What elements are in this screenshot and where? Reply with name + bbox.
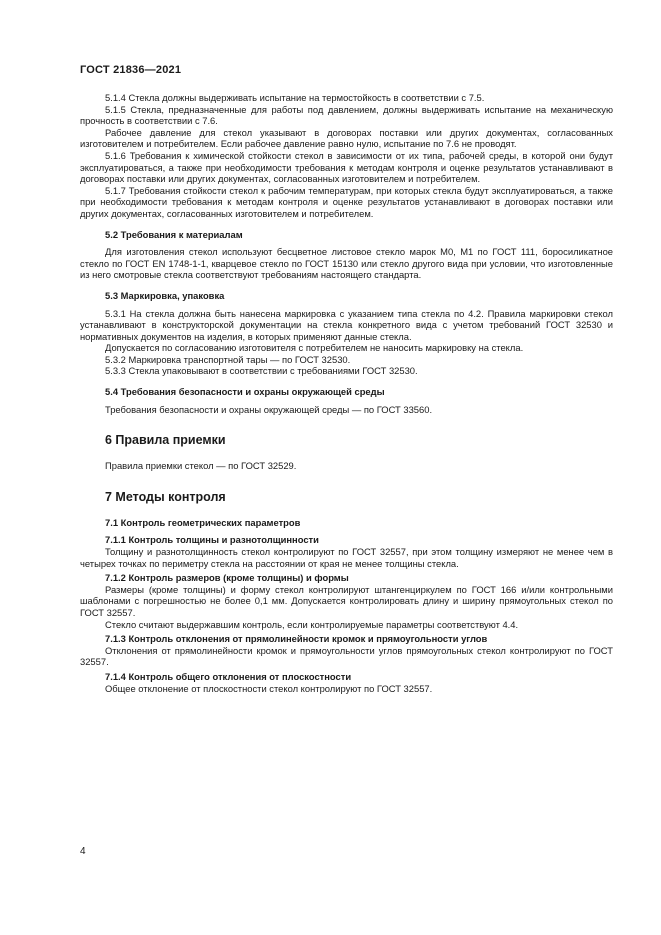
heading-section-7: 7 Методы контроля bbox=[105, 489, 226, 504]
heading-5-2: 5.2 Требования к материалам bbox=[105, 228, 243, 240]
paragraph-5-1-4: 5.1.4 Стекла должны выдерживать испытание на термостойкость в соответствии с 7.5. bbox=[105, 92, 485, 103]
paragraph-5-2: Для изготовления стекол используют бесцветное листовое стекло марок М0, М1 по ГОСТ 111, боросиликатное стекло по ГОСТ EN 1748-1-1, кварцевое стекло по ГОСТ 15130 или стекло другого вида при условии, что изготовленные из него смотровые стекла соответствуют требованиям настоящего стандарта. bbox=[80, 246, 613, 281]
paragraph-5-3-3: 5.3.3 Стекла упаковывают в соответствии с требованиями ГОСТ 32530. bbox=[105, 365, 418, 377]
paragraph-5-1-7: 5.1.7 Требования стойкости стекол к рабочим температурам, при которых стекла будут эксплуатироваться, а также при необходимости требования к методам контроля и оценке результатов устанавливают в договорах поставки или других документах, согласованных изготовителем и потребителем. bbox=[80, 184, 613, 219]
paragraph-7-1-1: Толщину и разнотолщинность стекол контролируют по ГОСТ 32557, при этом толщину измеряют не менее чем в четырех точках по периметру стекла на расстоянии от края не менее толщины стекла. bbox=[80, 546, 613, 569]
paragraph-5-4: Требования безопасности и охраны окружающей среды — по ГОСТ 33560. bbox=[105, 403, 433, 415]
heading-5-4: 5.4 Требования безопасности и охраны окружающей среды bbox=[105, 386, 385, 398]
paragraph-5-1-5-pressure: Рабочее давление для стекол указывают в договорах поставки или других документах, согласованных изготовителем и потребителем. Если рабочее давление равно нулю, испытание по 7.6 не проводят. bbox=[80, 126, 613, 150]
paragraph-5-3-1: 5.3.1 На стекла должна быть нанесена маркировка с указанием типа стекла по 4.2. Правила маркировки стекол устанавливают в конструкторской документации на стекла конкретного вида с учетом требований ГОСТ 32530 и нормативных документов на изделия, в которых применяют данные стекла. bbox=[80, 307, 613, 342]
paragraph-5-3-2: 5.3.2 Маркировка транспортной тары — по ГОСТ 32530. bbox=[105, 353, 351, 365]
paragraph-7-1-2-result: Стекло считают выдержавшим контроль, если контролируемые параметры соответствуют 4.4. bbox=[105, 618, 519, 630]
heading-7-1: 7.1 Контроль геометрических параметров bbox=[105, 516, 301, 528]
heading-7-1-3: 7.1.3 Контроль отклонения от прямолинейности кромок и прямоугольности углов bbox=[105, 633, 488, 645]
heading-section-6: 6 Правила приемки bbox=[105, 433, 226, 448]
paragraph-7-1-2: Размеры (кроме толщины) и форму стекол контролируют штангенциркулем по ГОСТ 166 и/или контрольными шаблонами с погрешностью не более 0,1 мм. Допускается контролировать длину и ширину прямоугольных стекол по ГОСТ 32557. bbox=[80, 583, 613, 618]
paragraph-5-1-6: 5.1.6 Требования к химической стойкости стекол в зависимости от их типа, рабочей среды, в которой они будут эксплуатироваться, а также при необходимости требования к методам контроля и оценке результатов устанавливают в договорах поставки или других документах, согласованных изготовителем и потребителем. bbox=[80, 149, 613, 185]
page-number: 4 bbox=[80, 846, 86, 857]
heading-5-3: 5.3 Маркировка, упаковка bbox=[105, 289, 225, 301]
paragraph-6: Правила приемки стекол — по ГОСТ 32529. bbox=[105, 460, 297, 472]
paragraph-5-3-1-note: Допускается по согласованию изготовителя с потребителем не наносить маркировку на стекла. bbox=[105, 342, 524, 354]
document-header: ГОСТ 21836—2021 bbox=[80, 64, 182, 76]
heading-7-1-2: 7.1.2 Контроль размеров (кроме толщины) и формы bbox=[105, 572, 349, 584]
document-body bbox=[80, 92, 613, 694]
heading-7-1-1: 7.1.1 Контроль толщины и разнотолщинности bbox=[105, 534, 319, 546]
heading-7-1-4: 7.1.4 Контроль общего отклонения от плоскостности bbox=[105, 670, 352, 682]
paragraph-7-1-4: Общее отклонение от плоскостности стекол контролируют по ГОСТ 32557. bbox=[105, 682, 433, 694]
paragraph-7-1-3: Отклонения от прямолинейности кромок и прямоугольности углов прямоугольных стекол контролируют по ГОСТ 32557. bbox=[80, 644, 613, 668]
paragraph-5-1-5: 5.1.5 Стекла, предназначенные для работы под давлением, должны выдерживать испытание на механическую прочность в соответствии с 7.6. bbox=[80, 103, 613, 127]
